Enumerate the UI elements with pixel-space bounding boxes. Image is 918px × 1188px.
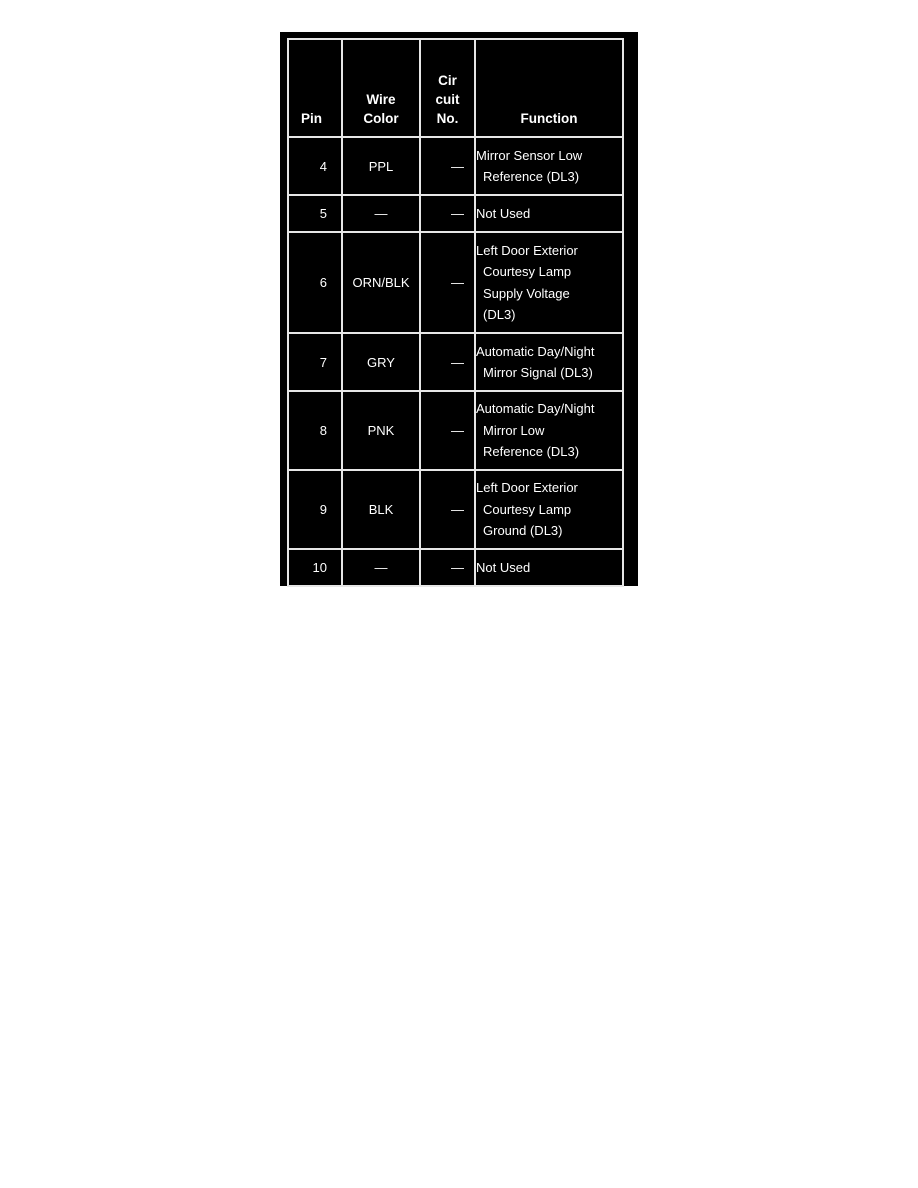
function-text-line: Courtesy Lamp xyxy=(483,264,572,279)
pin-cell: 8 xyxy=(288,391,342,470)
table-row xyxy=(288,137,623,195)
function-cell xyxy=(475,549,623,586)
wire-color-cell: ORN/BLK xyxy=(342,232,420,333)
circuit-number-cell: — xyxy=(420,137,475,195)
function-text-line: Courtesy Lamp xyxy=(483,501,572,517)
table-row xyxy=(288,470,623,549)
table-row xyxy=(288,391,623,470)
function-text-line: Left Door Exterior xyxy=(476,242,578,258)
function-text-line: Mirror Signal (DL3) xyxy=(483,365,593,380)
header-pin: Pin xyxy=(288,39,342,137)
function-text-line: (DL3) xyxy=(483,307,516,322)
function-cell xyxy=(475,137,623,195)
wire-color-cell: PPL xyxy=(342,137,420,195)
pin-cell: 7 xyxy=(288,333,342,391)
circuit-number-cell: — xyxy=(420,470,475,549)
header-circuit-no: Cir cuit No. xyxy=(420,39,475,137)
function-text-line: Mirror Low xyxy=(483,422,545,438)
function-text-line: Ground (DL3) xyxy=(483,523,563,539)
pin-cell: 4 xyxy=(288,137,342,195)
pin-cell: 5 xyxy=(288,195,342,232)
connector-pinout-table xyxy=(287,38,624,587)
table-row xyxy=(288,549,623,586)
circuit-number-cell: — xyxy=(420,333,475,391)
circuit-number-cell: — xyxy=(420,391,475,470)
circuit-number-cell: — xyxy=(420,549,475,586)
function-cell xyxy=(475,391,623,470)
table-row xyxy=(288,232,623,333)
function-text-line: Reference (DL3) xyxy=(483,444,580,460)
table-body xyxy=(288,137,623,586)
function-cell xyxy=(475,232,623,333)
wire-color-cell: — xyxy=(342,549,420,586)
function-text-line: Automatic Day/Night xyxy=(476,343,595,359)
function-cell xyxy=(475,470,623,549)
table-row xyxy=(288,333,623,391)
header-wire-color: Wire Color xyxy=(342,39,420,137)
table-row xyxy=(288,195,623,232)
wire-color-cell: GRY xyxy=(342,333,420,391)
function-text-line: Not Used xyxy=(476,205,531,221)
function-text-line: Reference (DL3) xyxy=(483,169,580,184)
function-text-line: Mirror Sensor Low xyxy=(476,147,583,163)
function-text-line: Automatic Day/Night xyxy=(476,401,595,417)
function-cell xyxy=(475,195,623,232)
function-text-line: Not Used xyxy=(476,559,531,575)
function-text-line: Supply Voltage xyxy=(483,285,570,301)
function-text-line: Left Door Exterior xyxy=(476,480,578,496)
wire-color-cell: BLK xyxy=(342,470,420,549)
connector-pinout-panel xyxy=(280,32,638,586)
wire-color-cell: — xyxy=(342,195,420,232)
function-cell xyxy=(475,333,623,391)
pin-cell: 9 xyxy=(288,470,342,549)
pin-cell: 6 xyxy=(288,232,342,333)
circuit-number-cell: — xyxy=(420,195,475,232)
wire-color-cell: PNK xyxy=(342,391,420,470)
header-function: Function xyxy=(475,39,623,137)
circuit-number-cell: — xyxy=(420,232,475,333)
pin-cell: 10 xyxy=(288,549,342,586)
table-header-row xyxy=(288,39,623,137)
